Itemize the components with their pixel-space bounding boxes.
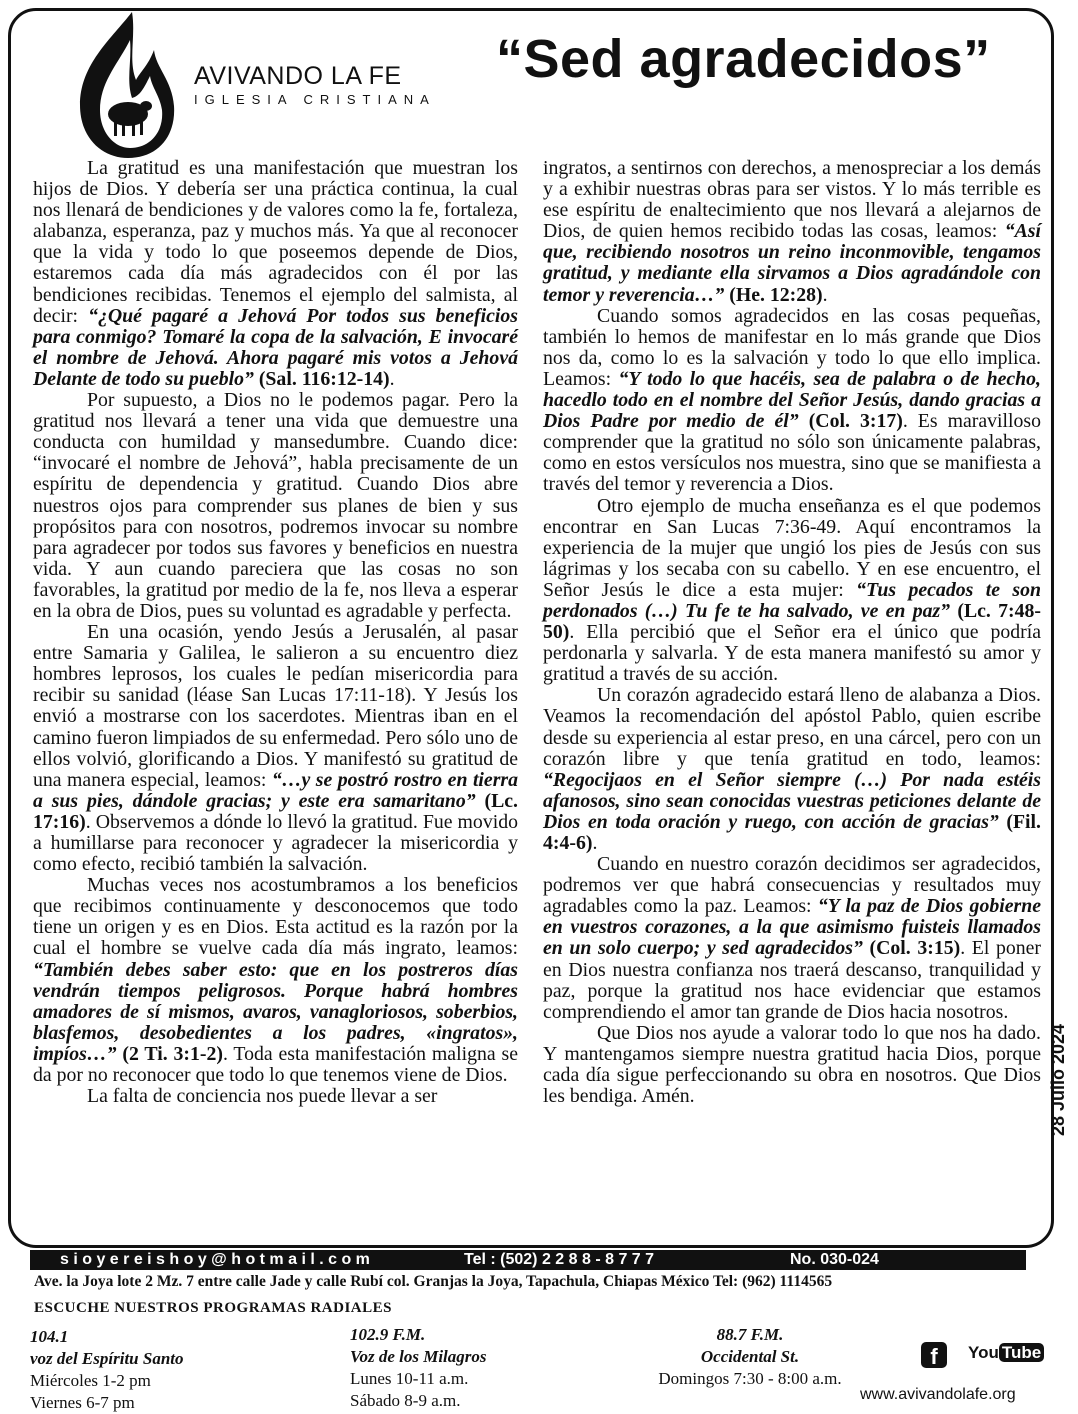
contact-bar [30,1250,1026,1270]
paragraph-text: Que Dios nos ayude a valorar todo lo que nos ha dado. Y mantengamos siempre nuestra gratitud hacia Dios, porque cada día sigue perfeccionando su obra en nosotros. Que Dios les bendiga. Amén. [543,1021,1041,1108]
brand-name: AVIVANDO LA FE [194,62,402,90]
youtube-you: You [968,1343,999,1362]
paragraph-text: . El poner en Dios nuestra confianza nos traerá descanso, tranquilidad y paz, porque la gratitud nos hace evidenciar que estamos comprendiendo el amor tan grande de Dios hacia nosotros. [543,937,1041,1023]
paragraph-text [799,410,809,432]
paragraph-text: . [592,832,598,854]
station-1 [30,1326,184,1414]
paragraph-text: En una ocasión, yendo Jesús a Jerusalén, al pasar entre Samaria y Galilea, le salieron a su encuentro diez hombres leprosos, los cuales le pedían misericordia para recibir su sanidad (léase San Lucas 17:11-18). Y Jesús los envió a mostrarse con los sacerdotes. Mientras iban en el camino fueron limpiados de su enfermedad. Pero sólo uno de ellos volvió, glorificando a Dios. Y manifestó su gratitud de una manera especial, leamos: [33,621,518,791]
paragraph-text [863,937,870,959]
station-3 [650,1324,850,1390]
paragraph-text: Muchas veces nos acostumbramos a los beneficios que recibimos continuamente y desconocemos que todo tiene un origen y es en Dios. Esta actitud es la razón por la cual el hombre se vuelve cada día más ingrato, leamos: [33,874,518,960]
radio-heading: ESCUCHE NUESTROS PROGRAMAS RADIALES [34,1300,392,1316]
paragraph-text: Por supuesto, a Dios no le podemos pagar. Pero la gratitud nos llevará a tener una vida que demuestre una conducta con humildad y mansedumbre. Cuando dice: “invocaré el nombre de Jehová”, habla precisamente de un espíritu de dependencia y gratitud. Cuando Dios abre nuestros ojos para comprender sus planes de bien y sus propósitos para con nosotros, podremos invocar su nombre para agradecer por todos sus favores y beneficios en nuestra vida. Y aun cuando pareciera que las cosas no son favorables, la gratitud por medio de la fe, nos lleva a esperar en la obra de Dios, pues su voluntad es agradable y perfecta. [33,389,518,622]
website-link[interactable]: www.avivandolafe.org [860,1386,1016,1403]
scripture-quote: “Así que, recibiendo nosotros un reino inconmovible, tengamos gratitud, y mediante ella sirvamos a Dios agradándole con temor y reverencia…” [543,220,1041,306]
paragraph-text: . Observemos a dónde lo llevó la gratitud. Fue movido a humillarse para reconocer y agradecer la misericordia y como efecto, recibió también la salvación. [33,810,518,876]
station-time: Viernes 6-7 pm [30,1393,135,1412]
facebook-icon[interactable]: f [921,1342,947,1368]
contact-phone: Tel : (502) 2 2 8 8 - 8 7 7 7 [464,1251,655,1268]
station-2 [350,1324,487,1412]
article-paragraph [543,158,1041,306]
station-frequency: 88.7 F.M. [716,1325,784,1344]
station-name: Voz de los Milagros [350,1347,487,1366]
paragraph-text: ingratos, a sentirnos con derechos, a menospreciar a los demás y a exhibir nuestras obras para ser vistos. Y lo más terrible es ese espíritu de enaltecimiento que nos llevará a alejarnos de Dios, de quien hemos recibido todas las cosas, leamos: [543,157,1041,243]
paragraph-text: . Ella percibió que el Señor era el único que podría perdonarla y salvarla. Y de esta manera manifestó su amor y gratitud a través de su acción. [543,621,1041,686]
article-paragraph [543,496,1041,686]
station-time: Lunes 10-11 a.m. [350,1369,469,1388]
article-paragraph [33,622,518,875]
brand [194,62,436,107]
article-paragraph [543,854,1041,1023]
paragraph-text: . [389,367,395,390]
scripture-reference: (Col. 3:17) [808,410,903,433]
scripture-reference: (2 Ti. 3:1-2) [122,1042,223,1065]
paragraph-text: Un corazón agradecido estará lleno de alabanza a Dios. Veamos la recomendación del apóstol Pablo, quien escribe desde su experiencia al estar preso, en una cárcel, pero con un corazón libre y que tenía gratitud en todo, leamos: [543,684,1041,770]
article-paragraph [33,1086,518,1107]
scripture-quote: “Regocijaos en el Señor siempre (…) Por nada estéis afanosos, sino sean conocidas vuestras peticiones delante de Dios en toda oración y ruego, con acción de gracias” [543,768,1041,833]
scripture-quote: “También debes saber esto: que en los postreros días vendrán tiempos peligrosos. Porque habrá hombres amadores de sí mismos, avaros, vanagloriosos, soberbios, blasfemos, desobedientes a los padres, «ingratos», impíos…” [33,958,518,1065]
station-name: voz del Espíritu Santo [30,1349,184,1368]
article-paragraph [33,158,518,390]
paragraph-text: Cuando somos agradecidos en las cosas pequeñas, también lo hemos de manifestar en lo más grande que Dios nos da, como lo es la salvación y todo lo que ello implica. Leamos: [543,304,1041,390]
issue-date: 28 Julio 2024 [1048,1023,1068,1136]
paragraph-text: La falta de conciencia nos puede llevar a ser [87,1085,438,1108]
paragraph-text: . Es maravilloso comprender que la gratitud no sólo son únicamente palabras, como en estos versículos nos muestra, sino que se manifiesta a través del temor y reverencia a Dios. [543,410,1042,496]
flame-logo-icon [70,10,180,160]
scripture-quote: “Y la paz de Dios gobierne en vuestros corazones, a la que asimismo fuisteis llamados en un solo cuerpo; y sed agradecidos” [543,895,1041,960]
scripture-quote: “Tus pecados te son perdonados (…) Tu fe te ha salvado, ve en paz” [543,578,1041,622]
brand-subtitle: IGLESIA CRISTIANA [194,92,436,107]
article-paragraph [33,875,518,1086]
youtube-icon[interactable] [968,1343,1044,1363]
station-name: Occidental St. [700,1347,800,1366]
address: Ave. la Joya lote 2 Mz. 7 entre calle Jade y calle Rubí col. Granjas la Joya, Tapachula, Chiapas México Tel: (962) 1114565 [34,1273,833,1290]
scripture-reference: (Sal. 116:12-14) [258,367,390,390]
station-time: Miércoles 1-2 pm [30,1371,151,1390]
station-time: Domingos 7:30 - 8:00 a.m. [658,1369,842,1388]
station-frequency: 102.9 F.M. [350,1325,426,1344]
paragraph-text: Otro ejemplo de mucha enseñanza es el que podemos encontrar en San Lucas 7:36-49. Aquí encontramos la experiencia de la mujer que ungió los pies de Jesús con sus lágrimas y los secaba con su cabello. Y en ese encuentro, el Señor Jesús le dice a esta mujer: [543,494,1041,601]
paragraph-text [476,790,485,812]
paragraph-text: Cuando en nuestro corazón decidimos ser agradecidos, podremos ver que habrá consecuencias y resultados muy agradables como la paz. Leamos: [543,853,1041,918]
scripture-reference: (Lc. 17:16) [33,789,519,833]
scripture-reference: (He. 12:28) [729,283,823,306]
paragraph-text: . [822,283,828,306]
scripture-reference: (Fil. 4:4-6) [543,810,1041,854]
article-paragraph [33,390,518,622]
scripture-quote: “Y todo lo que hacéis, sea de palabra o de hecho, hacedlo todo en el nombre del Señor Jesús, dando gracias a Dios Padre por medio de él” [543,367,1042,433]
scripture-reference: (Lc. 7:48-50) [543,599,1041,644]
scripture-quote: “¿Qué pagaré a Jehová Por todos sus beneficios para conmigo? Tomaré la copa de la salvación, E invocaré el nombre de Jehová. Ahora pagaré mis votos a Jehová Delante de todo su pueblo” [33,304,518,390]
paragraph-text: . Toda esta manifestación maligna se da por no reconocer que todo lo que tenemos viene de Dios. [33,1042,518,1087]
youtube-tube: Tube [999,1343,1044,1362]
article-paragraph [543,1023,1041,1107]
station-frequency: 104.1 [30,1327,69,1346]
contact-email[interactable]: s i o y e r e i s h o y @ h o t m a i l . c o m [60,1251,370,1268]
left-column [33,158,518,1107]
article-paragraph [543,685,1041,854]
right-column [543,158,1041,1107]
issue-number: No. 030-024 [790,1251,879,1268]
article-paragraph [543,306,1041,496]
paragraph-text: La gratitud es una manifestación que muestran los hijos de Dios. Y debería ser una práctica continua, la cual nos llenará de bendiciones y de valores como la fe, fortaleza, alabanza, esperanza, paz y muchos más. Ya que al reconocer que la vida y todo lo que poseemos depende de Dios, estaremos cada día más agradecidos con él por las bendiciones recibidas. Tenemos el ejemplo del salmista, al decir: [33,157,518,327]
station-time: Sábado 8-9 a.m. [350,1391,461,1410]
page-title: “Sed agradecidos” [496,29,991,89]
scripture-reference: (Col. 3:15) [869,937,961,960]
scripture-quote: “…y se postró rostro en tierra a sus pies, dándole gracias; y este era samaritano” [33,768,518,812]
